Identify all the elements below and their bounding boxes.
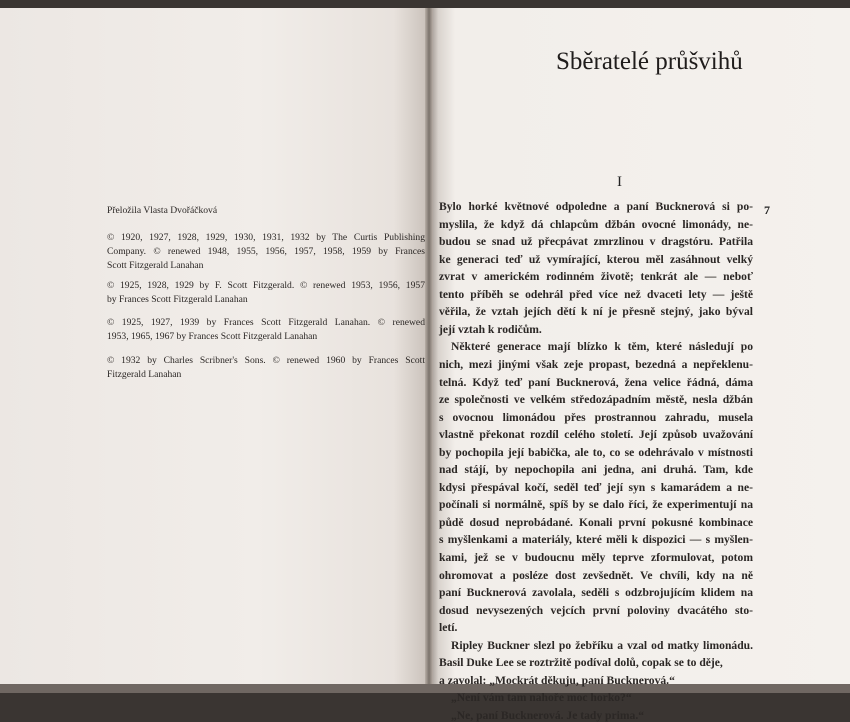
text-line: a zavolal: „Mockrát děkuju, paní Bucknerová.“ xyxy=(439,673,675,687)
translator-credit: Přeložila Vlasta Dvořáčková xyxy=(107,205,218,216)
copyright-line: Company. © renewed 1948, 1955, 1956, 1957, 1958, 1959 by Frances xyxy=(107,246,425,257)
copyright-line: © 1932 by Charles Scribner's Sons. © renewed 1960 by Frances Scott xyxy=(107,355,425,366)
text-line: ze společnosti ve velkém středozápadním městě, nesla džbán xyxy=(439,393,753,407)
text-line: budou se snad už přecpávat zmrzlinou v dragstóru. Patřila xyxy=(439,235,753,249)
text-line: ke generaci teď už vymírající, kterou měl zasáhnout velký xyxy=(439,252,753,266)
text-line: „Ne, paní Bucknerová. Je tady prima.“ xyxy=(451,708,645,722)
text-line: dosud nevysezených vejcích první poloviny dvacátého sto- xyxy=(439,603,753,617)
text-line: Některé generace mají blízko k těm, které následují po xyxy=(451,340,753,354)
text-line: půdě dosud neprobádané. Konali první pokusné kombinace xyxy=(439,515,753,529)
text-line: její vztah k rodičům. xyxy=(439,322,542,336)
copyright-line: © 1925, 1927, 1939 by Frances Scott Fitzgerald Lanahan. © renewed xyxy=(107,317,425,328)
text-line: telná. Když teď paní Bucknerová, žena velice řádná, dáma xyxy=(439,375,753,389)
left-page xyxy=(0,8,428,686)
copyright-line: by Frances Scott Fitzgerald Lanahan xyxy=(107,294,248,305)
text-line: paní Bucknerová zavolala, seděli s odzbrojujícím klidem na xyxy=(439,586,753,600)
text-line: s myšlenkami a materiály, které měli k dispozici — s myšlen- xyxy=(439,533,753,547)
book-gutter xyxy=(425,8,433,686)
text-line: Basil Duke Lee se roztržitě podíval dolů, copak se to děje, xyxy=(439,656,723,670)
text-line: vlastně překonat rozdíl celého století. Její způsob uvažování xyxy=(439,428,753,442)
text-line: „Není vám tam nahoře moc horko?“ xyxy=(451,691,632,705)
text-line: kami, jež se v budoucnu měly teprve zformulovat, potom xyxy=(439,551,753,564)
copyright-line: Scott Fitzgerald Lanahan xyxy=(107,260,204,271)
text-line: nich, mezi jinými však zeje propast, bezedná a nepřeklenu- xyxy=(439,357,753,371)
text-line: by pochopila její babička, ale to, co se odehrávalo v místnosti xyxy=(439,445,753,459)
page-number: 7 xyxy=(764,203,770,217)
text-line: ohromovat a posléze dost zevšednět. Ve chvíli, kdy na ně xyxy=(439,568,753,582)
text-line: nad stájí, by nepochopila ani jedna, ani druhá. Tam, kde xyxy=(439,463,753,477)
copyright-line: 1953, 1965, 1967 by Frances Scott Fitzgerald Lanahan xyxy=(107,331,318,342)
text-line: Bylo horké květnové odpoledne a paní Bucknerová si po- xyxy=(439,200,753,213)
text-line: kdysi přespával kočí, seděl teď její syn s kamarádem a ne- xyxy=(439,480,753,494)
copyright-line: © 1920, 1927, 1928, 1929, 1930, 1931, 1932 by The Curtis Publishing xyxy=(107,232,425,243)
text-line: myslila, že když dá chlapcům džbán ovocné limonády, ne- xyxy=(439,217,753,231)
text-line: počínali si normálně, spíš by se dalo říci, že experimentují na xyxy=(439,498,753,512)
text-line: zvrat v americkém rodinném životě; tenkrát ale — neboť xyxy=(439,270,753,284)
text-line: věřila, že vztah jejích dětí k ní je přesně stejný, jako býval xyxy=(439,305,753,319)
text-line: Ripley Buckner slezl po žebříku a vzal od matky limonádu. xyxy=(451,638,753,652)
text-line: s ovocnou limonádou přes prostrannou zahradu, musela xyxy=(439,410,753,424)
copyright-line: Fitzgerald Lanahan xyxy=(107,369,182,380)
chapter-title: Sběratelé průšvihů xyxy=(556,48,743,75)
text-line: letí. xyxy=(439,621,458,635)
text-line: tento příběh se odehrál před více než dvaceti lety — ještě xyxy=(439,287,753,301)
chapter-number: I xyxy=(617,174,622,190)
copyright-line: © 1925, 1928, 1929 by F. Scott Fitzgerald. © renewed 1953, 1956, 1957 xyxy=(107,280,425,291)
